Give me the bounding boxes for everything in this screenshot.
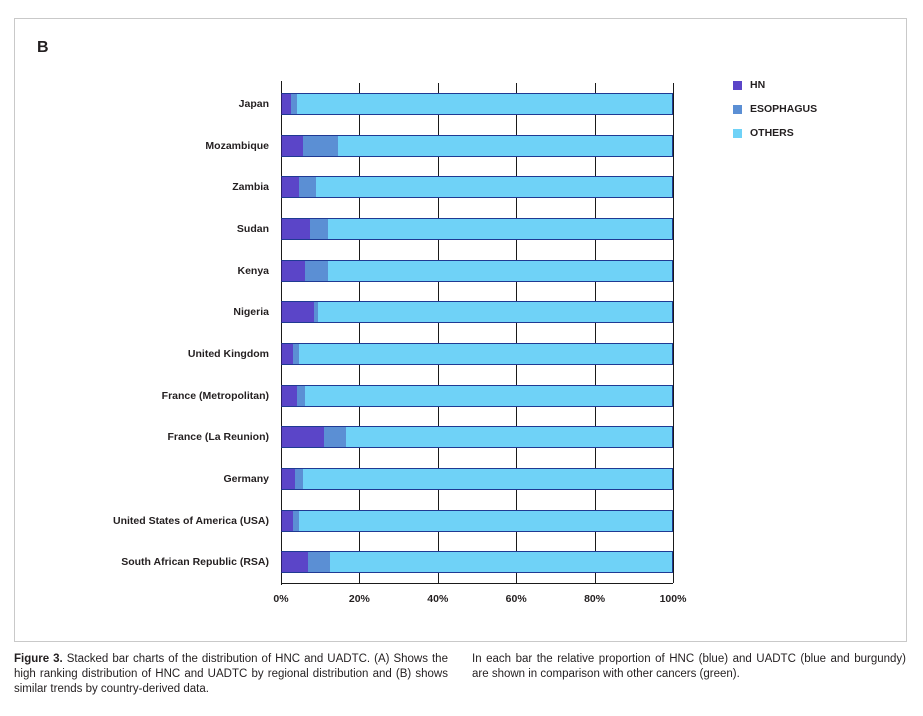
x-tick-label: 100% — [659, 593, 687, 605]
stacked-bar — [281, 551, 673, 573]
bar-segment-hn — [281, 385, 297, 407]
category-label: Germany — [223, 472, 269, 485]
category-label: France (Metropolitan) — [161, 389, 269, 402]
bar-segment-hn — [281, 343, 293, 365]
bar-segment-hn — [281, 260, 305, 282]
plot-area — [15, 19, 908, 643]
stacked-bar — [281, 176, 673, 198]
bar-segment-hn — [281, 468, 295, 490]
bar-segment-hn — [281, 176, 299, 198]
legend-swatch-icon — [733, 105, 742, 114]
figure-caption — [14, 652, 907, 697]
category-label: United Kingdom — [187, 347, 269, 360]
bar-segment-others — [303, 468, 673, 490]
legend-label: ESOPHAGUS — [750, 103, 818, 115]
chart-legend — [733, 79, 893, 151]
caption-left-column — [14, 652, 448, 697]
bar-segment-hn — [281, 93, 291, 115]
bar-segment-esophagus — [295, 468, 303, 490]
bar-segment-esophagus — [297, 385, 305, 407]
bar-segment-esophagus — [305, 260, 329, 282]
x-axis-line — [281, 583, 673, 584]
legend-label: OTHERS — [750, 127, 794, 139]
stacked-bar — [281, 385, 673, 407]
bar-segment-hn — [281, 551, 308, 573]
bar-segment-others — [330, 551, 673, 573]
bar-segment-others — [305, 385, 673, 407]
bars-region — [281, 83, 673, 583]
bar-segment-others — [318, 301, 673, 323]
stacked-bar — [281, 468, 673, 490]
bar-segment-others — [299, 510, 673, 532]
legend-swatch-icon — [733, 81, 742, 90]
figure-panel-b — [14, 18, 907, 642]
bar-segment-esophagus — [299, 176, 317, 198]
caption-lead: Figure 3. — [14, 653, 63, 665]
legend-item — [733, 103, 893, 115]
x-tick-label: 0% — [273, 593, 289, 605]
bar-segment-others — [328, 218, 673, 240]
legend-item — [733, 79, 893, 91]
bar-segment-others — [299, 343, 673, 365]
stacked-bar — [281, 510, 673, 532]
caption-left-text: Stacked bar charts of the distribution of HNC and UADTC. (A) Shows the high ranking distribution of HNC and UADTC by regional distribution and (B) shows similar trends by country-derived data. — [14, 653, 448, 695]
x-tick-label: 40% — [427, 593, 449, 605]
gridline — [516, 83, 517, 583]
bar-segment-esophagus — [308, 551, 330, 573]
legend-item — [733, 127, 893, 139]
category-label: Nigeria — [233, 306, 269, 319]
bar-segment-others — [328, 260, 673, 282]
stacked-bar — [281, 301, 673, 323]
y-axis-category-labels — [25, 83, 275, 583]
category-label: Japan — [238, 97, 269, 110]
stacked-bar — [281, 218, 673, 240]
bar-segment-esophagus — [310, 218, 328, 240]
category-label: Sudan — [236, 222, 269, 235]
x-tick-label: 60% — [505, 593, 527, 605]
stacked-bar — [281, 426, 673, 448]
stacked-bar — [281, 135, 673, 157]
x-tick-label: 80% — [584, 593, 606, 605]
legend-label: HN — [750, 79, 766, 91]
bar-segment-others — [316, 176, 673, 198]
bar-segment-hn — [281, 218, 310, 240]
gridline — [359, 83, 360, 583]
bar-segment-hn — [281, 301, 314, 323]
gridline — [595, 83, 596, 583]
bar-segment-esophagus — [303, 135, 338, 157]
category-label: Mozambique — [205, 139, 269, 152]
category-label: South African Republic (RSA) — [121, 556, 269, 569]
stacked-bar — [281, 343, 673, 365]
stacked-bar — [281, 93, 673, 115]
x-tick-label: 20% — [348, 593, 370, 605]
category-label: United States of America (USA) — [113, 514, 269, 527]
bar-segment-others — [338, 135, 673, 157]
category-label: Zambia — [232, 181, 269, 194]
caption-right-column: In each bar the relative proportion of HNC (blue) and UADTC (blue and burgundy) are shown in comparison with other cancers (green). — [472, 653, 906, 680]
panel-label: B — [37, 39, 49, 56]
category-label: Kenya — [237, 264, 269, 277]
legend-swatch-icon — [733, 129, 742, 138]
bar-segment-hn — [281, 135, 303, 157]
bar-segment-others — [297, 93, 673, 115]
bar-segment-hn — [281, 510, 293, 532]
bar-segment-hn — [281, 426, 324, 448]
stacked-bar — [281, 260, 673, 282]
bar-segment-esophagus — [324, 426, 346, 448]
gridline — [438, 83, 439, 583]
gridline — [673, 83, 674, 583]
category-label: France (La Reunion) — [167, 431, 269, 444]
bar-segment-others — [346, 426, 673, 448]
